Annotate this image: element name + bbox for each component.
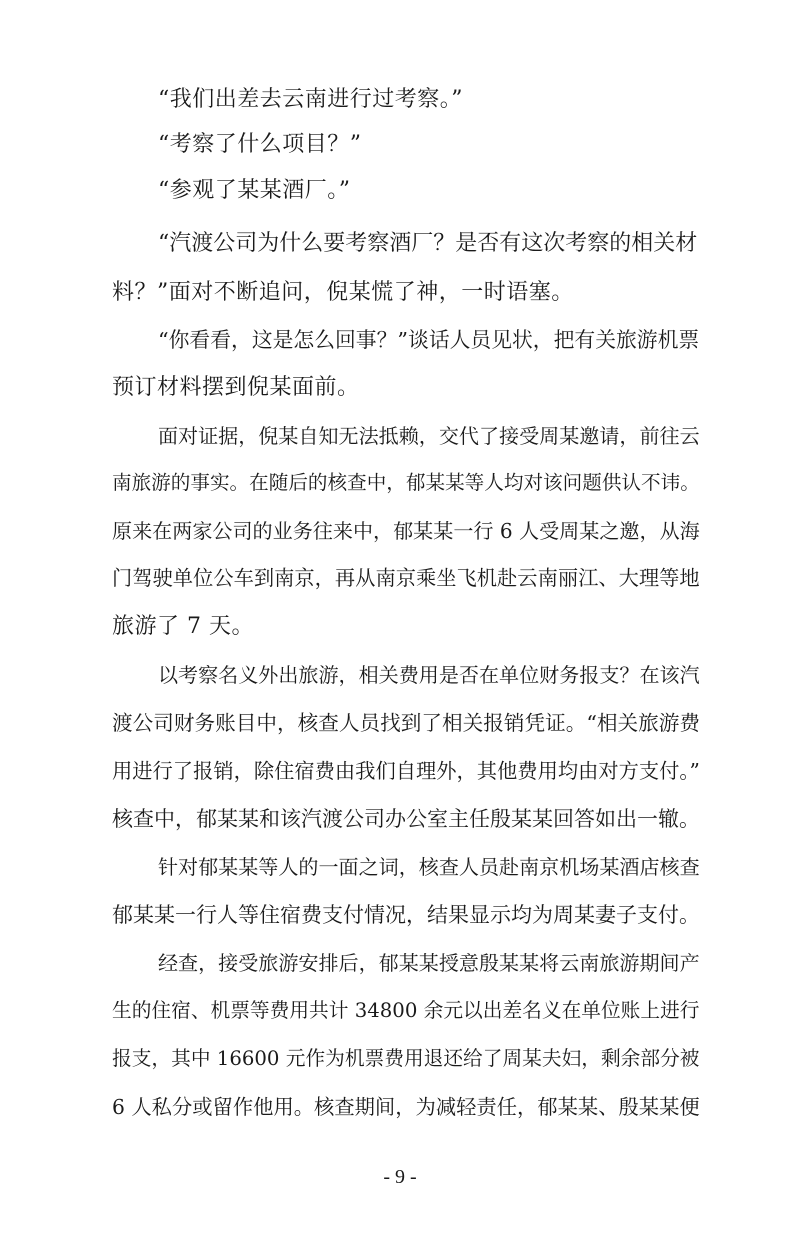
text-line: 报支，其中 16600 元作为机票费用退还给了周某夫妇，剩余部分被: [112, 1047, 700, 1070]
text-line: 渡公司财务账目中，核查人员找到了相关报销凭证。“相关旅游费: [112, 711, 701, 735]
text-line: 生的住宿、机票等费用共计 34800 余元以出差名义在单位账上进行: [112, 999, 700, 1022]
text-line: “汽渡公司为什么要考察酒厂？是否有这次考察的相关材: [158, 231, 698, 256]
text-line: 用进行了报销，除住宿费由我们自理外，其他费用均由对方支付。”: [112, 759, 700, 783]
text-line: 预订材料摆到倪某面前。: [112, 375, 360, 400]
text-line: 针对郁某某等人的一面之词，核查人员赴南京机场某酒店核查: [158, 855, 700, 879]
text-line: 原来在两家公司的业务往来中，郁某某一行 6 人受周某之邀，从海: [112, 519, 700, 543]
text-line: 郁某某一行人等住宿费支付情况，结果显示均为周某妻子支付。: [112, 903, 700, 927]
text-line: “你看看，这是怎么回事？”谈话人员见状，把有关旅游机票: [158, 328, 700, 352]
text-line: 6 人私分或留作他用。核查期间，为减轻责任，郁某某、殷某某便: [112, 1095, 700, 1119]
text-line: 旅游了 7 天。: [112, 614, 254, 639]
text-line: 核查中，郁某某和该汽渡公司办公室主任殷某某回答如出一辙。: [112, 807, 700, 831]
text-line: “参观了某某酒厂。”: [158, 178, 351, 203]
text-line: “考察了什么项目？”: [158, 132, 362, 157]
text-line: 料？”面对不断追问，倪某慌了神，一时语塞。: [112, 280, 574, 305]
text-line: “我们出差去云南进行过考察。”: [158, 87, 463, 112]
text-line: 面对证据，倪某自知无法抵赖，交代了接受周某邀请，前往云: [158, 424, 700, 448]
page-number: - 9 -: [383, 1166, 417, 1188]
text-line: 经查，接受旅游安排后，郁某某授意殷某某将云南旅游期间产: [158, 951, 700, 975]
text-line: 门驾驶单位公车到南京，再从南京乘坐飞机赴云南丽江、大理等地: [112, 566, 700, 590]
text-line: 南旅游的事实。在随后的核查中，郁某某等人均对该问题供认不讳。: [112, 471, 700, 494]
text-line: 以考察名义外出旅游，相关费用是否在单位财务报支？在该汽: [158, 663, 700, 687]
